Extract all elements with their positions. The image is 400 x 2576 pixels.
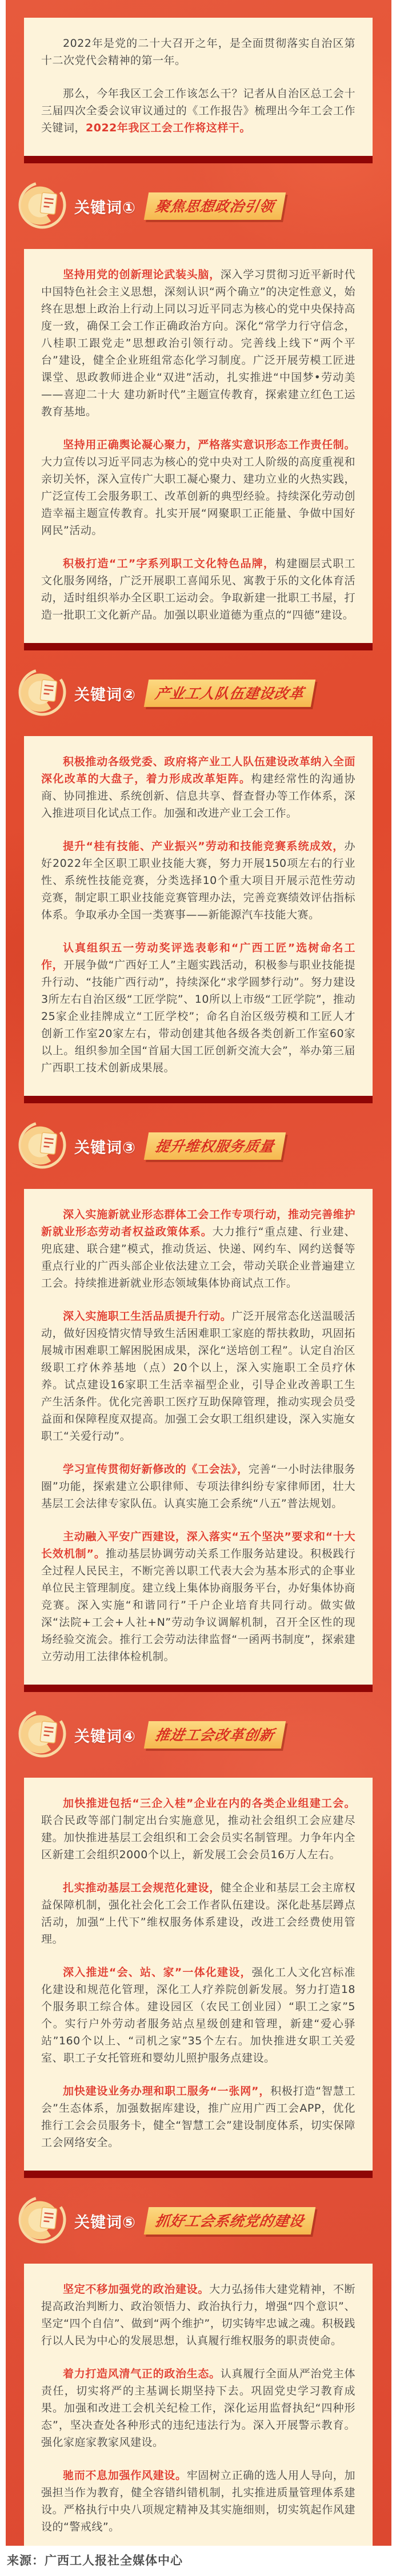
red-background-band (6, 0, 391, 2546)
panel-bottom-bar (24, 1685, 373, 1692)
paragraph-body: 开展争做“广西好工人”主题实践活动，积极参与职业技能提升行动、“技能广西行动”，持续深化“求学圆梦行动”。努力建设3所左右自治区级“工匠学院”、10所以上市级“工匠学院”，推动25家企业挂牌成立“工匠学校”；命名自治区级劳模和工匠人才创新工作室20家左右，带动创建其他各级各类创新工作室60家以上。组织参加全国“首届大国工匠创新交流大会”，举办第三届广西职工技术创新成果展。 (41, 959, 355, 1074)
paragraph-body: 积极打造“智慧工会”生态体系，加强数据库建设，推广应用广西工会APP，优化推行工会会员服务卡，健全“智慧工会”建设制度体系，切实保障工会网络安全。 (41, 2085, 356, 2149)
paragraph (41, 35, 355, 69)
source-credit: 来源：广西工人报社全媒体中心 (7, 2554, 183, 2567)
section-label: 关键词① (74, 199, 136, 217)
paragraph-body: 构建经常性的沟通协商、协同推进、系统创新、信息共享、督查督办等工作体系，深入推进项目化试点工作。加强和改进产业工会工作。 (41, 773, 355, 819)
paragraph-lead: 主动融入平安广西建设，深入落实“五个坚决”要求和“十大长效机制”。 (41, 1530, 355, 1560)
paragraph-body: 认真履行全面从严治党主体责任，切实将严的主基调长期坚持下去。巩固党史学习教育成果。加强和改进工会机关纪检工作，深化运用监督执纪“四种形态”，坚决查处各种形式的违纪违法行为。深入开展警示教育。强化家庭家教家风建设。 (41, 2368, 355, 2449)
paragraph-body: 牢固树立正确的选人用人导向，加强担当作为教育，健全容错纠错机制，扎实推进质量管理体系建设。严格执行中央八项规定精神及其实施细则，切实筑起作风建设的“警戒线”。 (41, 2469, 355, 2533)
paragraph-lead: 认真组织五一劳动奖评选表彰和“广西工匠”选树命名工作， (41, 942, 355, 971)
section-badge (144, 2207, 315, 2235)
intro-panel (24, 18, 373, 156)
paragraph (41, 1206, 355, 1292)
section-badge-text: 抓好工会系统党的建设 (154, 2213, 306, 2229)
panel-bottom-bar (24, 643, 373, 650)
paragraph-body: 大力弘扬伟大建党精神，不断提高政治判断力、政治领悟力、政治执行力，增强“四个意识”、坚定“四个自信”、做到“两个维护”，切实铸牢忠诚之魂。积极践行以人民为中心的发展思想，认真履行维权服务的职责使命。 (41, 2283, 355, 2347)
paragraph (41, 838, 355, 923)
paragraph-body: 办好2022年全区职工职业技能大赛，努力开展150项左右的行业性、系统性技能竞赛，分类选择10个重大项目开展示范性劳动竞赛，制定职工职业技能竞赛管理办法，完善竞赛绩效评估指标体系。争取承办全国一类赛事——新能源汽车技能大赛。 (41, 840, 355, 921)
keyword-icon (17, 1118, 67, 1174)
paragraph-lead: 驰而不息加强作风建设。 (63, 2469, 187, 2482)
section-badge (144, 1721, 286, 1749)
panel-bottom-bar (24, 156, 373, 163)
paragraph (41, 2467, 355, 2535)
paragraph-lead: 扎实推动基层工会规范化建设， (63, 1882, 221, 1894)
paragraph-lead: 深入实施职工生活品质提升行动。 (63, 1310, 232, 1323)
paragraph-lead: 深入推进“会、站、家”一体化建设， (63, 1966, 252, 1979)
paragraph-lead: 坚定不移加强党的政治建设。 (63, 2283, 210, 2296)
keyword-icon (17, 2193, 67, 2249)
section-header-2 (6, 650, 391, 736)
paragraph-lead: 学习宣传贯彻好新修改的《工会法》， (63, 1463, 249, 1476)
paragraph-highlight: 2022年我区工会工作将这样干。 (86, 122, 251, 134)
section-badge (144, 680, 315, 707)
section-badge-text: 提升维权服务质量 (154, 1138, 276, 1155)
paragraph-body: 推动基层协调劳动关系工作服务站建设。积极践行全过程人民民主，不断完善以职工代表大会为基本形式的企事业单位民主管理制度。建立线上集体协商服务平台，办好集体协商竞赛。深入实施“和谐同行”千户企业培育共同行动。做实做深“法院+工会+人社+N”劳动争议调解机制，召开全区性的现场经验交流会。推行工会劳动法律监督“一函两书制度”，探索建立劳动用工法律体检机制。 (41, 1548, 355, 1663)
paragraph (41, 1964, 355, 2067)
section-panel-2 (24, 736, 373, 1096)
paragraph (41, 1879, 355, 1948)
paragraph-body: 健全企业和基层工会主席权益保障机制，强化社会化工会工作者队伍建设。深化赴基层蹲点活动，加强“上代下”维权服务体系建设，改进工会经费使用管理。 (41, 1882, 355, 1946)
section-panel-4 (24, 1778, 373, 2171)
paragraph (41, 2365, 355, 2451)
paragraph-lead: 坚持用党的创新理论武装头脑， (63, 268, 221, 281)
paragraph-lead: 积极推动各级党委、政府将产业工人队伍建设改革纳入全面深化改革的大盘子，着力形成改革矩阵。 (41, 755, 355, 785)
paragraph (41, 1308, 355, 1445)
section-badge-text: 聚焦思想政治引领 (154, 198, 276, 215)
keyword-icon (17, 1707, 67, 1763)
paragraph (41, 85, 355, 136)
paragraph-body: 大力宣传以习近平同志为核心的党中央对工人阶级的高度重视和亲切关怀，深入宣传广大职工凝心聚力、建功立业的火热实践，广泛宣传工会服务职工、改革创新的典型经验。持续深化劳动创造幸福主题宣传教育。扎实开展“网聚职工正能量、争做中国好网民”活动。 (41, 456, 355, 537)
paragraph (41, 753, 355, 822)
section-badge (144, 192, 286, 220)
paragraph (41, 939, 355, 1076)
paragraph-lead: 积极打造“工”字系列职工文化特色品牌， (63, 557, 275, 570)
section-badge-text: 推进工会改革创新 (154, 1727, 276, 1743)
paragraph (41, 2083, 355, 2151)
section-header-4 (6, 1692, 391, 1778)
paragraph-body: 2022年是党的二十大召开之年，是全面贯彻落实自治区第十二次党代会精神的第一年。 (41, 37, 355, 67)
paragraph (41, 1461, 355, 1512)
section-header-3 (6, 1103, 391, 1189)
section-panel-3 (24, 1189, 373, 1685)
paragraph (41, 266, 355, 420)
paragraph-lead: 加快推进包括“三企入桂”企业在内的各类企业组建工会。 (63, 1797, 355, 1810)
paragraph (41, 436, 355, 539)
paragraph-body: 完善“一小时法律服务圈”功能，探索建立公职律师、专项法律纠纷专家律师团，壮大基层工会法律专家队伍。认真实施工会系统“八五”普法规划。 (41, 1463, 355, 1510)
section-label: 关键词⑤ (74, 2213, 136, 2232)
paragraph-body: 强化工人文化宫标准化建设和规范化管理，深化工人疗养院创新发展。努力打造18个服务职工综合体。建设园区（农民工创业园）“职工之家”5个。实行户外劳动者服务站点星级创建和管理，新建“爱心驿站”160个以上、“司机之家”35个左右。加快推进女职工关爱室、职工子女托管班和婴幼儿照护服务点建设。 (41, 1966, 355, 2064)
keyword-icon (17, 178, 67, 234)
section-badge-text: 产业工人队伍建设改革 (154, 685, 306, 702)
paragraph (41, 1528, 355, 1665)
section-label: 关键词④ (74, 1727, 136, 1746)
paragraph-lead: 着力打造风清气正的政治生态。 (63, 2368, 221, 2380)
section-header-5 (6, 2178, 391, 2264)
section-panel-5 (24, 2264, 373, 2546)
panel-bottom-bar (24, 1096, 373, 1103)
section-label: 关键词② (74, 686, 136, 704)
paragraph (41, 2281, 355, 2349)
keyword-icon (17, 665, 67, 721)
paragraph (41, 1795, 355, 1863)
paragraph-body: 构建圈层式职工文化服务网络，广泛开展职工喜闻乐见、寓教于乐的文化体育活动，适时组织举办全区职工运动会。争取新建一批职工书屋，打造一批职工文化新产品。加强以职业道德为重点的“四德”建设。 (41, 557, 355, 621)
paragraph-body: 深入学习贯彻习近平新时代中国特色社会主义思想，深刻认识“两个确立”的决定性意义，始终在思想上政治上行动上同以习近平同志为核心的党中央保持高度一致，确保工会工作正确政治方向。深化“常学力行守信念，八桂职工跟党走”思想政治引领行动。完善线上线下“两个平台”建设，健全企业班组常态化学习制度。广泛开展劳模工匠进课堂、思政教师进企业“双进”活动，扎实推进“中国梦•劳动美——喜迎二十大 建功新时代”主题宣传教育，探索建立红色工运教育基地。 (41, 268, 355, 418)
section-label: 关键词③ (74, 1139, 136, 1157)
paragraph-lead: 坚持用正确舆论凝心聚力，严格落实意识形态工作责任制。 (63, 439, 355, 451)
paragraph-body: 联合民政等部门制定出台实施意见，推动社会组织工会应建尽建。加快推进基层工会组织和工会会员实名制管理。力争年内全区新建工会组织2000个以上，新发展工会会员16万人左右。 (41, 1814, 355, 1861)
panel-bottom-bar (24, 2171, 373, 2178)
paragraph-lead: 深入实施新就业形态群体工会工作专项行动，推动完善维护新就业形态劳动者权益政策体系。 (41, 1208, 355, 1238)
section-header-1 (6, 163, 391, 249)
paragraph-lead: 加快建设业务办理和职工服务“一张网”， (63, 2085, 271, 2097)
paragraph-body: 大力推行“重点建、行业建、兜底建、联合建”模式，推动货运、快递、网约车、网约送餐等重点行业的广西头部企业依法建立工会，带动关联企业普遍建立工会。持续推进新就业形态领域集体协商试点工作。 (41, 1225, 355, 1289)
paragraph-lead: 提升“桂有技能、产业振兴”劳动和技能竞赛系统成效， (63, 840, 345, 853)
paragraph-body: 那么，今年我区工会工作该怎么干？记者从自治区总工会十三届四次全委会议审议通过的《工作报告》梳理出今年工会工作关键词， (41, 87, 355, 134)
section-badge (144, 1132, 286, 1160)
paragraph (41, 555, 355, 624)
section-panel-1 (24, 249, 373, 643)
paragraph-body: 广泛开展常态化送温暖活动，做好因疫情灾情导致生活困难职工家庭的帮扶救助，巩固拓展城市困难职工解困脱困成果，深化“送培创工程”。认定自治区级职工疗休养基地（点）20个以上，深入实施职工全员疗休养。试点建设16家职工生活幸福型企业，引导企业改善职工生产生活条件。优化完善职工医疗互助保障管理，推动实现会员受益面和保障程度双提高。加强工会女职工组织建设，深入实施女职工“关爱行动”。 (41, 1310, 355, 1442)
